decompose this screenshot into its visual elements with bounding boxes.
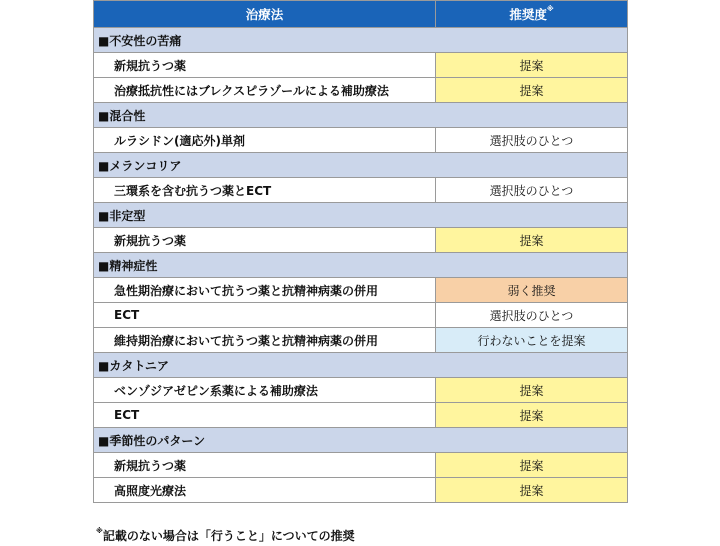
recommendation-cell: 選択肢のひとつ: [436, 303, 628, 328]
treatment-cell: 新規抗うつ薬: [94, 453, 436, 478]
treatment-cell: 急性期治療において抗うつ薬と抗精神病薬の併用: [94, 278, 436, 303]
recommendation-cell: 提案: [436, 403, 628, 428]
section-row: [94, 153, 628, 178]
section-row: [94, 203, 628, 228]
footnote-mark: ※: [96, 527, 103, 535]
table-row: [94, 278, 628, 303]
footnote-text: 記載のない場合は「行うこと」についての推奨: [102, 529, 355, 543]
section-row: [94, 428, 628, 453]
section-label: ■精神症性: [94, 253, 628, 278]
recommendation-cell: 選択肢のひとつ: [436, 128, 628, 153]
treatment-cell: 新規抗うつ薬: [94, 53, 436, 78]
section-label: ■不安性の苦痛: [94, 28, 628, 53]
recommendation-cell: 弱く推奨: [436, 278, 628, 303]
treatment-cell: ECT: [94, 303, 436, 328]
treatment-cell: 新規抗うつ薬: [94, 228, 436, 253]
section-label: ■季節性のパターン: [94, 428, 628, 453]
table-row: [94, 403, 628, 428]
table-row: [94, 453, 628, 478]
header-recommendation-mark: ※: [546, 5, 554, 13]
table-body: [94, 28, 628, 503]
table-row: [94, 478, 628, 503]
footnote: [96, 527, 355, 544]
header-recommendation: [436, 1, 628, 28]
recommendation-cell: 提案: [436, 228, 628, 253]
section-label: ■非定型: [94, 203, 628, 228]
section-label: ■カタトニア: [94, 353, 628, 378]
section-row: [94, 353, 628, 378]
header-treatment: 治療法: [94, 1, 436, 28]
section-row: [94, 28, 628, 53]
section-row: [94, 253, 628, 278]
recommendation-cell: 提案: [436, 378, 628, 403]
section-label: ■メランコリア: [94, 153, 628, 178]
table-row: [94, 128, 628, 153]
recommendation-cell: 提案: [436, 53, 628, 78]
table-row: [94, 328, 628, 353]
treatment-cell: 治療抵抗性にはブレクスピラゾールによる補助療法: [94, 78, 436, 103]
treatment-cell: ベンゾジアゼピン系薬による補助療法: [94, 378, 436, 403]
recommendation-cell: 提案: [436, 453, 628, 478]
table-row: [94, 303, 628, 328]
treatment-cell: 三環系を含む抗うつ薬とECT: [94, 178, 436, 203]
treatment-cell: 維持期治療において抗うつ薬と抗精神病薬の併用: [94, 328, 436, 353]
treatment-cell: ECT: [94, 403, 436, 428]
table-row: [94, 378, 628, 403]
section-row: [94, 103, 628, 128]
header-row: [94, 1, 628, 28]
table-row: [94, 78, 628, 103]
recommendation-table: [93, 0, 628, 503]
recommendation-cell: 提案: [436, 78, 628, 103]
table-row: [94, 178, 628, 203]
treatment-cell: ルラシドン(適応外)単剤: [94, 128, 436, 153]
table-row: [94, 228, 628, 253]
recommendation-cell: 行わないことを提案: [436, 328, 628, 353]
recommendation-cell: 選択肢のひとつ: [436, 178, 628, 203]
section-label: ■混合性: [94, 103, 628, 128]
table-row: [94, 53, 628, 78]
header-recommendation-label: 推奨度: [509, 7, 547, 22]
recommendation-cell: 提案: [436, 478, 628, 503]
treatment-cell: 高照度光療法: [94, 478, 436, 503]
